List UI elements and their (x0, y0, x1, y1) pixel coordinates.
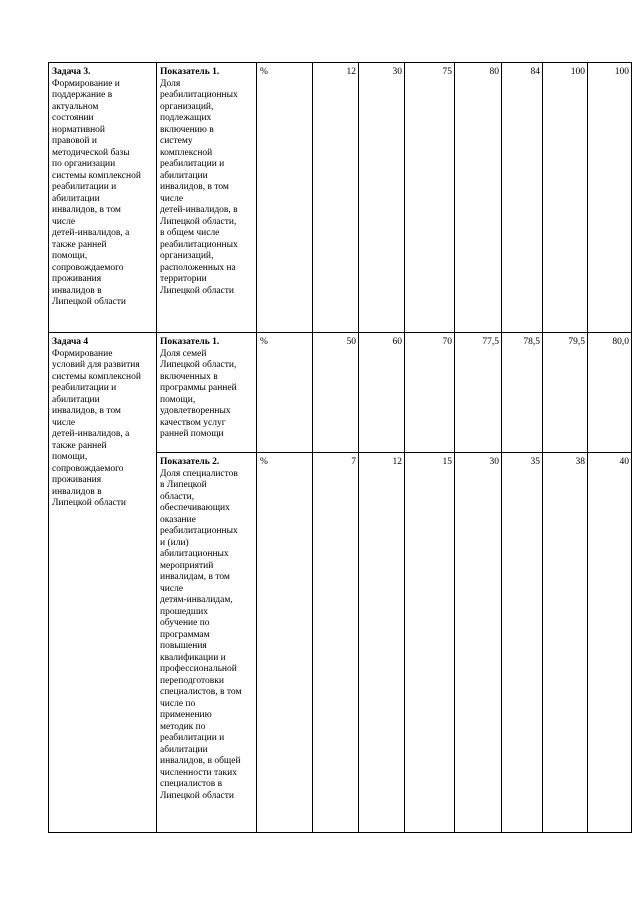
indicator-text: Доля реабилитационных организаций, подлежащих включению в систему комплексной реабилитации и абилитации инвалидов, в том числе детей-инвалидов, в Липецкой области, в общем числе реабилитационных организаций, расположенных на территории Липецкой области (160, 78, 238, 296)
indicator-cell (157, 333, 257, 453)
value-cell: 78,5 (502, 333, 543, 453)
table-row (49, 63, 632, 333)
indicator-cell (157, 453, 257, 833)
value-cell: 100 (543, 63, 588, 333)
indicator-cell (157, 63, 257, 333)
value-cell: 38 (543, 453, 588, 833)
indicator-title: Показатель 1. (160, 67, 220, 77)
table-row (49, 333, 632, 453)
value-cell: 75 (405, 63, 455, 333)
value-cell: 70 (405, 333, 455, 453)
task-text: Формирование и поддержание в актуальном состоянии нормативной правовой и методической базы по организации системы комплексной реабилитации и абилитации инвалидов, в том числе детей-инвалидов, а также ранней помощи, сопровождаемого проживания инвалидов в Липецкой области (52, 78, 141, 307)
value-cell: 12 (359, 453, 405, 833)
indicator-text: Доля семей Липецкой области, включенных в программы ранней помощи, удовлетворенных качеством услуг ранней помощи (160, 348, 237, 439)
task-cell (49, 333, 157, 833)
value-cell: 30 (455, 453, 502, 833)
indicator-title: Показатель 2. (160, 457, 220, 467)
value-cell: 80 (455, 63, 502, 333)
task-title: Задача 4 (52, 337, 89, 347)
indicator-text: Доля специалистов в Липецкой области, обеспечивающих оказание реабилитационных и (или) абилитационных мероприятий инвалидам, в том числе детям-инвалидам, прошедших обучение по программам повышения квалификации и профессиональной переподготовки специалистов, в том числе по применению методик по реабилитации и абилитации инвалидов, в общей численности таких специалистов в Липецкой области (160, 468, 242, 801)
unit-cell: % (257, 333, 313, 453)
value-cell: 30 (359, 63, 405, 333)
task-cell (49, 63, 157, 333)
indicator-title: Показатель 1. (160, 337, 220, 347)
value-cell: 35 (502, 453, 543, 833)
task-title: Задача 3. (52, 67, 91, 77)
value-cell: 80,0 (588, 333, 632, 453)
value-cell: 100 (588, 63, 632, 333)
value-cell: 77,5 (455, 333, 502, 453)
task-text: Формирование условий для развития системы комплексной реабилитации и абилитации инвалидов, в том числе детей-инвалидов, а также ранней помощи, сопровождаемого проживания инвалидов в Липецкой области (52, 348, 141, 508)
value-cell: 79,5 (543, 333, 588, 453)
value-cell: 15 (405, 453, 455, 833)
unit-cell: % (257, 453, 313, 833)
value-cell: 60 (359, 333, 405, 453)
value-cell: 50 (313, 333, 359, 453)
value-cell: 12 (313, 63, 359, 333)
value-cell: 40 (588, 453, 632, 833)
value-cell: 7 (313, 453, 359, 833)
unit-cell: % (257, 63, 313, 333)
indicators-table (48, 62, 632, 833)
value-cell: 84 (502, 63, 543, 333)
